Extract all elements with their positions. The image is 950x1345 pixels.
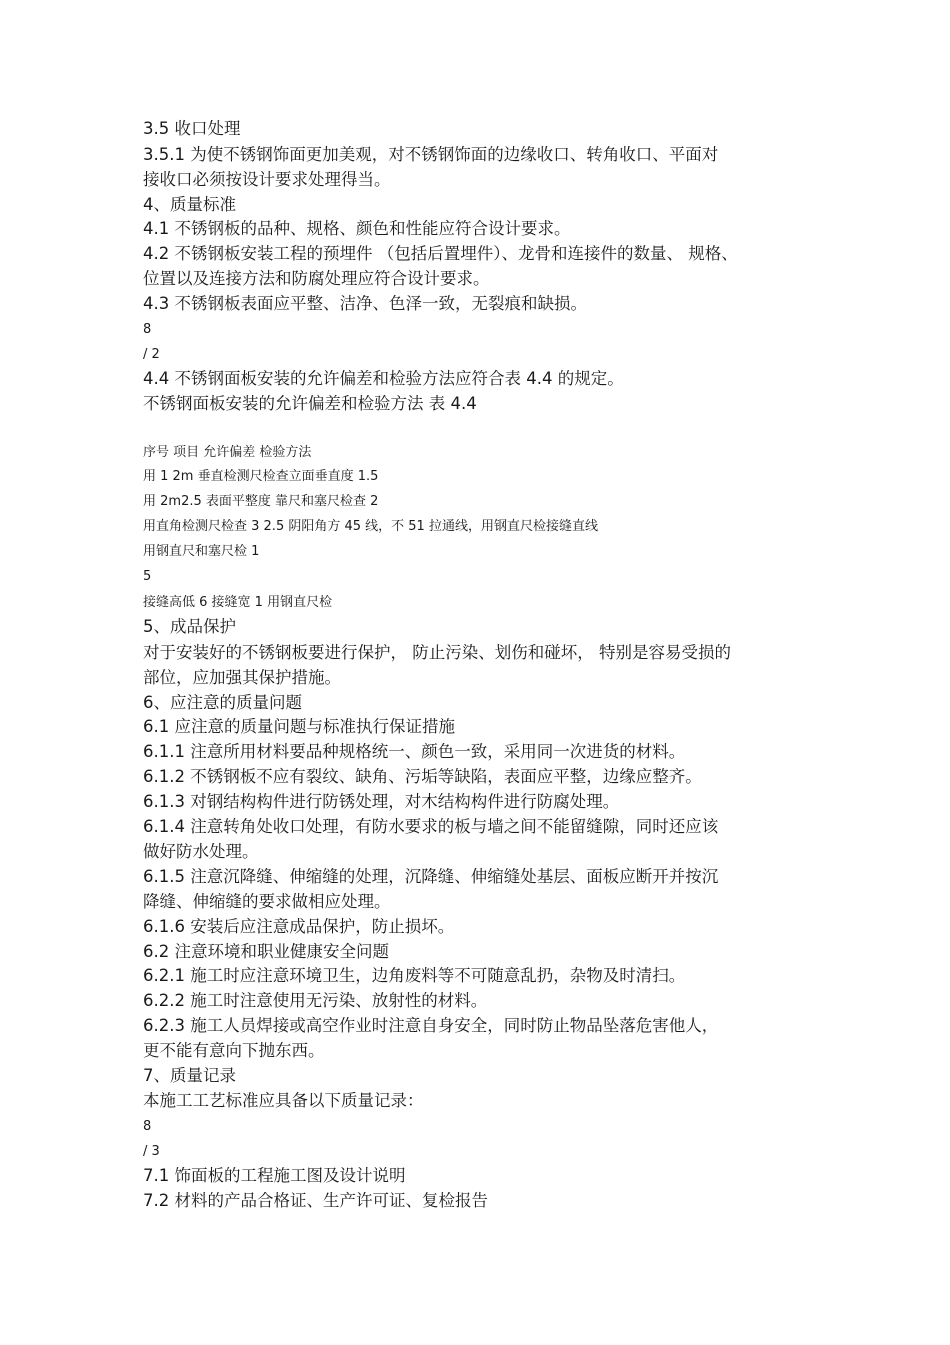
page-number-total: / 2	[143, 347, 160, 362]
paragraph-6-1-1: 6.1.1 注意所用材料要品种规格统一、颜色一致，采用同一次进货的材料。	[143, 742, 686, 761]
table-row-2: 用 2m2.5 表面平整度 靠尺和塞尺检查 2	[143, 494, 379, 509]
table-row-4: 用钢直尺和塞尺检 1	[143, 544, 260, 559]
paragraph-5: 对于安装好的不锈钢板要进行保护， 防止污染、划伤和碰坏， 特别是容易受损的	[143, 643, 731, 662]
table-row-1: 用 1 2m 垂直检测尺检查立面垂直度 1.5	[143, 469, 379, 484]
section-heading-3-5: 3.5 收口处理	[143, 119, 241, 138]
paragraph-6-1-3: 6.1.3 对钢结构构件进行防锈处理，对木结构构件进行防腐处理。	[143, 792, 620, 811]
paragraph-7: 本施工工艺标准应具备以下质量记录：	[143, 1091, 424, 1110]
paragraph-6-1-4-cont: 做好防水处理。	[143, 842, 259, 861]
paragraph-3-5-1-cont: 接收口必须按设计要求处理得当。	[143, 170, 391, 189]
paragraph-6-2-1: 6.2.1 施工时应注意环境卫生，边角废料等不可随意乱扔，杂物及时清扫。	[143, 966, 686, 985]
paragraph-4-1: 4.1 不锈钢板的品种、规格、颜色和性能应符合设计要求。	[143, 219, 571, 238]
paragraph-4-2: 4.2 不锈钢板安装工程的预埋件 （包括后置埋件）、龙骨和连接件的数量、 规格、	[143, 244, 738, 263]
page-number-total-2: / 3	[143, 1144, 160, 1159]
paragraph-7-1: 7.1 饰面板的工程施工图及设计说明	[143, 1166, 406, 1185]
table-row-5-num: 5	[143, 569, 152, 584]
paragraph-6-2-3: 6.2.3 施工人员焊接或高空作业时注意自身安全，同时防止物品坠落危害他人，	[143, 1016, 719, 1035]
paragraph-4-3: 4.3 不锈钢板表面应平整、洁净、色泽一致，无裂痕和缺损。	[143, 294, 587, 313]
paragraph-5-cont: 部位，应加强其保护措施。	[143, 668, 341, 687]
table-caption: 不锈钢面板安装的允许偏差和检验方法 表 4.4	[143, 394, 477, 413]
paragraph-6-1-5: 6.1.5 注意沉降缝、伸缩缝的处理，沉降缝、伸缩缝处基层、面板应断开并按沉	[143, 867, 719, 886]
table-header: 序号 项目 允许偏差 检验方法	[143, 445, 312, 460]
table-row-6: 接缝高低 6 接缝宽 1 用钢直尺检	[143, 595, 333, 610]
paragraph-7-2: 7.2 材料的产品合格证、生产许可证、复检报告	[143, 1191, 488, 1210]
page-number: 8	[143, 322, 152, 337]
paragraph-6-1-5-cont: 降缝、伸缩缝的要求做相应处理。	[143, 892, 391, 911]
section-heading-6: 6、应注意的质量问题	[143, 693, 302, 712]
paragraph-3-5-1: 3.5.1 为使不锈钢饰面更加美观，对不锈钢饰面的边缘收口、转角收口、平面对	[143, 145, 719, 164]
paragraph-6-1: 6.1 应注意的质量问题与标准执行保证措施	[143, 717, 455, 736]
paragraph-6-1-4: 6.1.4 注意转角处收口处理，有防水要求的板与墙之间不能留缝隙，同时还应该	[143, 817, 719, 836]
paragraph-6-2-2: 6.2.2 施工时注意使用无污染、放射性的材料。	[143, 991, 488, 1010]
section-heading-5: 5、成品保护	[143, 617, 236, 636]
paragraph-6-1-6: 6.1.6 安装后应注意成品保护，防止损坏。	[143, 917, 455, 936]
paragraph-6-1-2: 6.1.2 不锈钢板不应有裂纹、缺角、污垢等缺陷，表面应平整，边缘应整齐。	[143, 767, 702, 786]
section-heading-7: 7、质量记录	[143, 1066, 236, 1085]
paragraph-6-2: 6.2 注意环境和职业健康安全问题	[143, 942, 389, 961]
page-number-2: 8	[143, 1119, 152, 1134]
table-row-3: 用直角检测尺检查 3 2.5 阴阳角方 45 线，不 51 拉通线，用钢直尺检接缝直线	[143, 519, 598, 534]
section-heading-4: 4、质量标准	[143, 195, 236, 214]
paragraph-4-2-cont: 位置以及连接方法和防腐处理应符合设计要求。	[143, 269, 490, 288]
paragraph-4-4: 4.4 不锈钢面板安装的允许偏差和检验方法应符合表 4.4 的规定。	[143, 369, 624, 388]
paragraph-6-2-3-cont: 更不能有意向下抛东西。	[143, 1041, 325, 1060]
